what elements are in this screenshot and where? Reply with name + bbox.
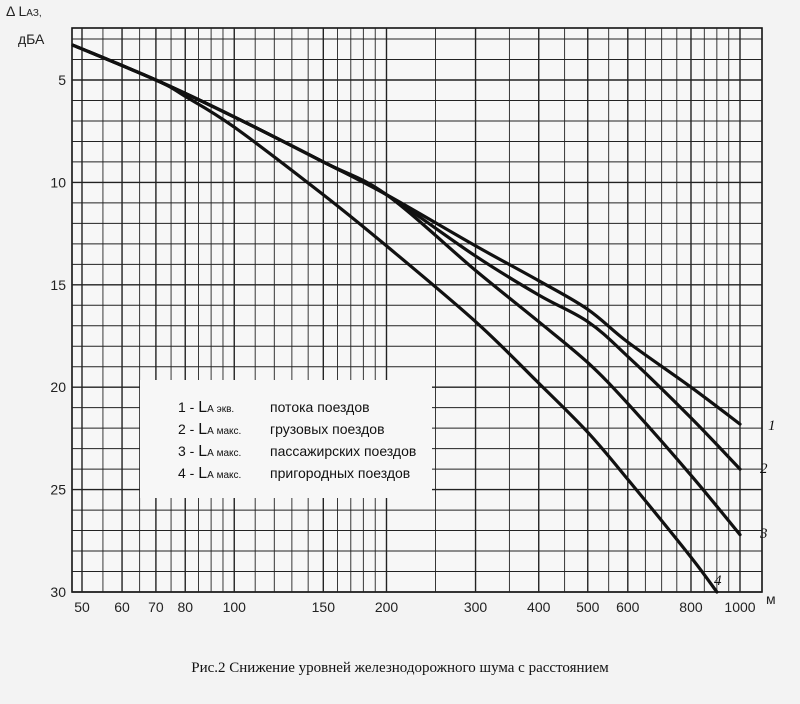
- x-tick-label: 100: [222, 599, 246, 615]
- y-tick-label: 15: [50, 276, 66, 293]
- curve-label-1: 1: [768, 418, 776, 434]
- x-axis-unit: м: [766, 591, 776, 607]
- y-tick-label: 30: [50, 584, 66, 600]
- y-tick-label: 10: [50, 174, 66, 191]
- x-tick-label: 60: [114, 599, 130, 615]
- legend: [140, 380, 432, 498]
- y-axis-unit: дБА: [18, 31, 45, 47]
- x-tick-label: 500: [576, 599, 600, 615]
- legend-subscript: А макс.: [207, 470, 242, 481]
- figure-caption: Рис.2 Снижение уровней железнодорожного шума с расстоянием: [191, 660, 609, 676]
- legend-text-1: потока поездов: [270, 399, 370, 415]
- legend-number: 1 -: [178, 399, 199, 415]
- legend-symbol: L: [198, 421, 208, 438]
- x-tick-label: 70: [148, 599, 164, 615]
- x-tick-label: 80: [177, 599, 194, 615]
- curve-label-4: 4: [714, 573, 722, 589]
- legend-number: 4 -: [178, 465, 199, 481]
- x-tick-label: 150: [311, 599, 335, 615]
- legend-symbol: L: [198, 465, 208, 482]
- legend-text-4: пригородных поездов: [270, 465, 411, 481]
- legend-number: 2 -: [178, 421, 199, 437]
- x-tick-label: 400: [527, 599, 551, 615]
- y-tick-label: 20: [50, 379, 66, 396]
- curve-label-3: 3: [760, 526, 768, 542]
- legend-symbol: L: [198, 399, 208, 416]
- x-tick-label: 50: [74, 599, 90, 615]
- x-tick-label: 800: [679, 599, 703, 615]
- curve-label-2: 2: [760, 461, 768, 477]
- y-axis-label: Δ LАЗ,: [6, 3, 42, 19]
- plot-frame: [72, 28, 762, 592]
- y-tick-label: 25: [50, 481, 66, 498]
- x-tick-label: 200: [374, 599, 399, 615]
- legend-subscript: А макс.: [207, 448, 242, 459]
- legend-symbol: L: [198, 443, 208, 460]
- x-tick-label: 300: [463, 599, 488, 615]
- grid-lines: [72, 28, 762, 592]
- y-tick-label: 5: [58, 72, 66, 88]
- x-tick-label: 1000: [724, 599, 756, 615]
- legend-subscript: А экв.: [207, 404, 235, 415]
- legend-text-3: пассажирских поездов: [270, 443, 417, 459]
- legend-subscript: А макс.: [207, 426, 242, 437]
- legend-number: 3 -: [178, 443, 199, 459]
- legend-text-2: грузовых поездов: [270, 421, 385, 437]
- x-tick-label: 600: [616, 599, 640, 615]
